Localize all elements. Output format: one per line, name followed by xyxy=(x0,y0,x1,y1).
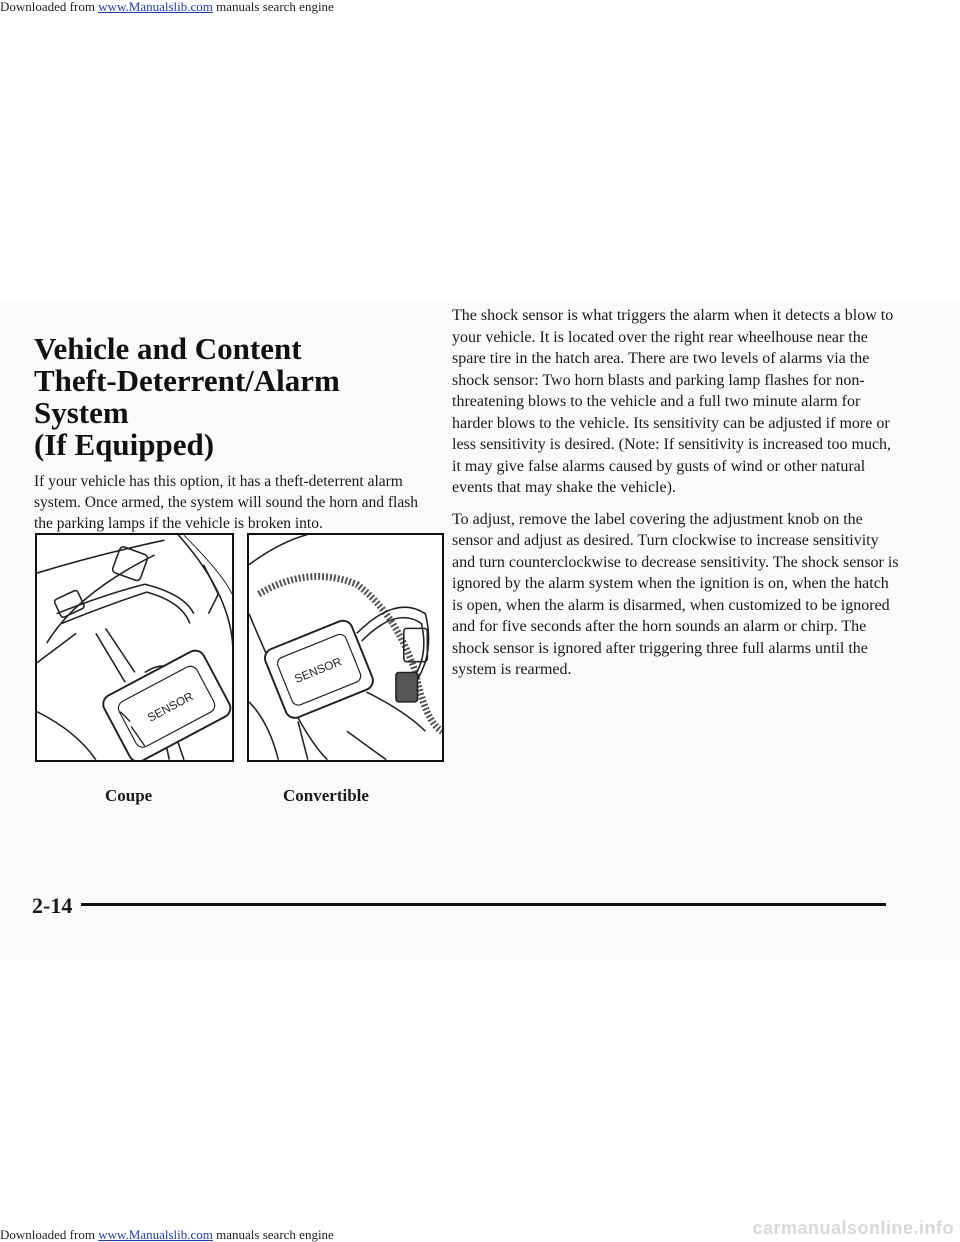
watermark: carmanualsonline.info xyxy=(752,1218,954,1238)
coupe-caption: Coupe xyxy=(105,786,153,805)
right-column xyxy=(452,305,902,691)
download-header xyxy=(0,0,334,14)
adjustment-paragraph: To adjust, remove the label covering the adjustment knob on the sensor and adjust as desired. Turn clockwise to increase sensitivity and turn counterclockwise to decrease sensitivity. The shock sensor is ignored by the alarm system when the ignition is on, when the hatch is open, when the alarm is disarmed, when customized to be ignored and for five seconds after the horn sounds an alarm or chirp. The shock sensor is ignored after triggering three full alarms until the system is rearmed. xyxy=(452,510,899,678)
convertible-caption: Convertible xyxy=(283,786,369,805)
header-prefix: Downloaded from xyxy=(0,0,95,14)
download-footer xyxy=(0,1228,334,1242)
page-number: 2-14 xyxy=(32,893,73,918)
coupe-sensor-illustration xyxy=(35,533,234,762)
footer-rule xyxy=(81,903,886,906)
title-line-2: Theft-Deterrent/Alarm System xyxy=(34,363,340,430)
manualslib-link[interactable]: www.Manualslib.com xyxy=(98,0,213,14)
shock-sensor-paragraph: The shock sensor is what triggers the alarm when it detects a blow to your vehicle. It is located over the right rear wheelhouse near the spare tire in the hatch area. There are two levels of alarms via the shock sensor: Two horn blasts and parking lamp flashes for non-threatening blows to the vehicle and a full two minute alarm for harder blows to the vehicle. Its sensitivity can be adjusted if more or less sensitivity is desired. (Note: If sensitivity is increased too much, it may give false alarms caused by gusts of wind or other natural events that may shake the vehicle). xyxy=(452,307,894,496)
title-line-1: Vehicle and Content xyxy=(34,331,302,366)
footer-suffix: manuals search engine xyxy=(216,1227,334,1242)
convertible-sensor-illustration xyxy=(247,533,444,762)
convertible-sensor-label: SENSOR xyxy=(292,655,344,686)
coupe-sensor-label: SENSOR xyxy=(145,689,196,725)
intro-paragraph: If your vehicle has this option, it has a theft-deterrent alarm system. Once armed, the system will sound the horn and flash the parking lamps if the vehicle is broken into. xyxy=(34,473,418,532)
coupe-drawing xyxy=(37,535,232,760)
footer-prefix: Downloaded from xyxy=(0,1227,95,1242)
title-line-3: (If Equipped) xyxy=(34,427,215,462)
header-suffix: manuals search engine xyxy=(216,0,334,14)
section-title xyxy=(34,333,434,461)
convertible-drawing xyxy=(249,535,442,760)
footer-manualslib-link[interactable]: www.Manualslib.com xyxy=(98,1227,213,1242)
